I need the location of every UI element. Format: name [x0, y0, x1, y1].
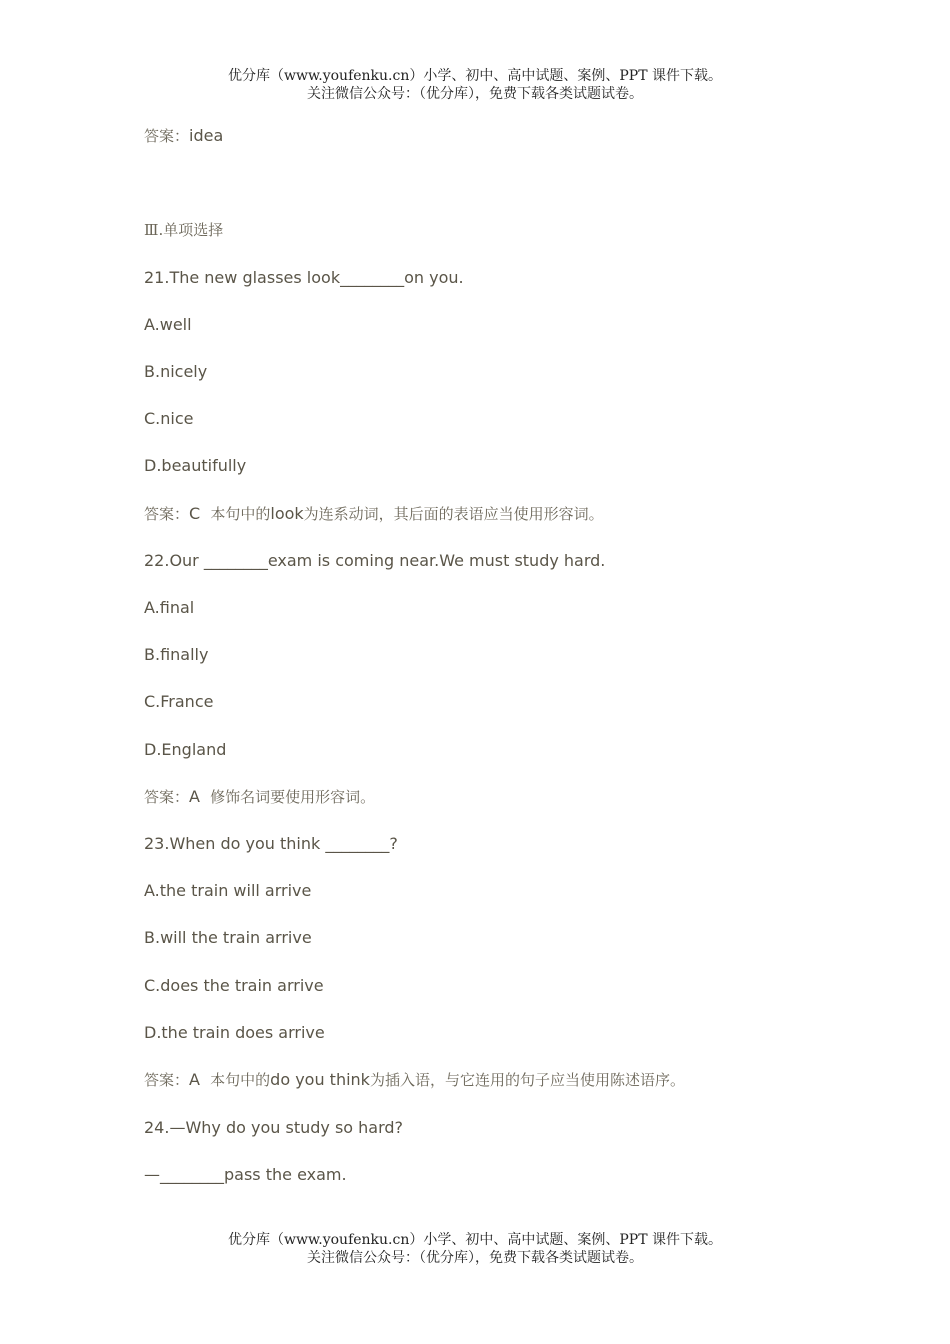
question-22-answer: [144, 787, 375, 807]
footer-line-1: 优分库（www.youfenku.cn）小学、初中、高中试题、案例、PPT 课件下载。: [227, 1232, 722, 1248]
explanation-term: do you think: [270, 1070, 370, 1089]
question-21-option-b: B.nicely: [144, 362, 208, 381]
explanation-term: look: [270, 504, 304, 523]
answer-label: 答案：: [144, 505, 190, 523]
question-21-answer: [144, 504, 604, 524]
answer-value: idea: [189, 126, 224, 145]
question-22-option-a: A.final: [144, 598, 195, 617]
question-22-stem: 22.Our ________exam is coming near.We must study hard.: [144, 551, 606, 570]
footer-line-2: 关注微信公众号：（优分库），免费下载各类试题试卷。: [307, 1250, 643, 1266]
question-22-option-c: C.France: [144, 692, 214, 711]
explanation-text: 本句中的: [210, 505, 271, 523]
question-23-option-a: A.the train will arrive: [144, 881, 312, 900]
question-24-reply: —________pass the exam.: [144, 1165, 347, 1184]
question-23-option-b: B.will the train arrive: [144, 928, 312, 947]
explanation-text: 修饰名词要使用形容词。: [210, 788, 376, 806]
question-23-option-d: D.the train does arrive: [144, 1023, 325, 1042]
answer-key: A: [189, 787, 200, 806]
explanation-text: 本句中的: [210, 1071, 271, 1089]
page-header: [0, 67, 950, 103]
question-21-option-a: A.well: [144, 315, 192, 334]
question-21-option-c: C.nice: [144, 409, 194, 428]
question-22-option-b: B.finally: [144, 645, 209, 664]
explanation-text: 为插入语，与它连用的句子应当使用陈述语序。: [369, 1071, 685, 1089]
answer-label: 答案：: [144, 788, 190, 806]
header-line-1: 优分库（www.youfenku.cn）小学、初中、高中试题、案例、PPT 课件下载。: [227, 68, 722, 84]
question-21-option-d: D.beautifully: [144, 456, 247, 475]
section-title: Ⅲ.单项选择: [144, 221, 224, 239]
answer-key: C: [189, 504, 201, 523]
header-line-2: 关注微信公众号：（优分库），免费下载各类试题试卷。: [307, 86, 643, 102]
question-22-option-d: D.England: [144, 740, 227, 759]
previous-answer: [144, 126, 223, 146]
answer-label: 答案：: [144, 1071, 190, 1089]
question-23-option-c: C.does the train arrive: [144, 976, 324, 995]
answer-label: 答案：: [144, 127, 190, 145]
question-24-stem: 24.—Why do you study so hard?: [144, 1118, 404, 1137]
page-footer: [0, 1231, 950, 1267]
question-23-answer: [144, 1070, 685, 1090]
answer-key: A: [189, 1070, 200, 1089]
question-21-stem: 21.The new glasses look________on you.: [144, 268, 464, 287]
explanation-text: 为连系动词，其后面的表语应当使用形容词。: [303, 505, 604, 523]
question-23-stem: 23.When do you think ________?: [144, 834, 398, 853]
